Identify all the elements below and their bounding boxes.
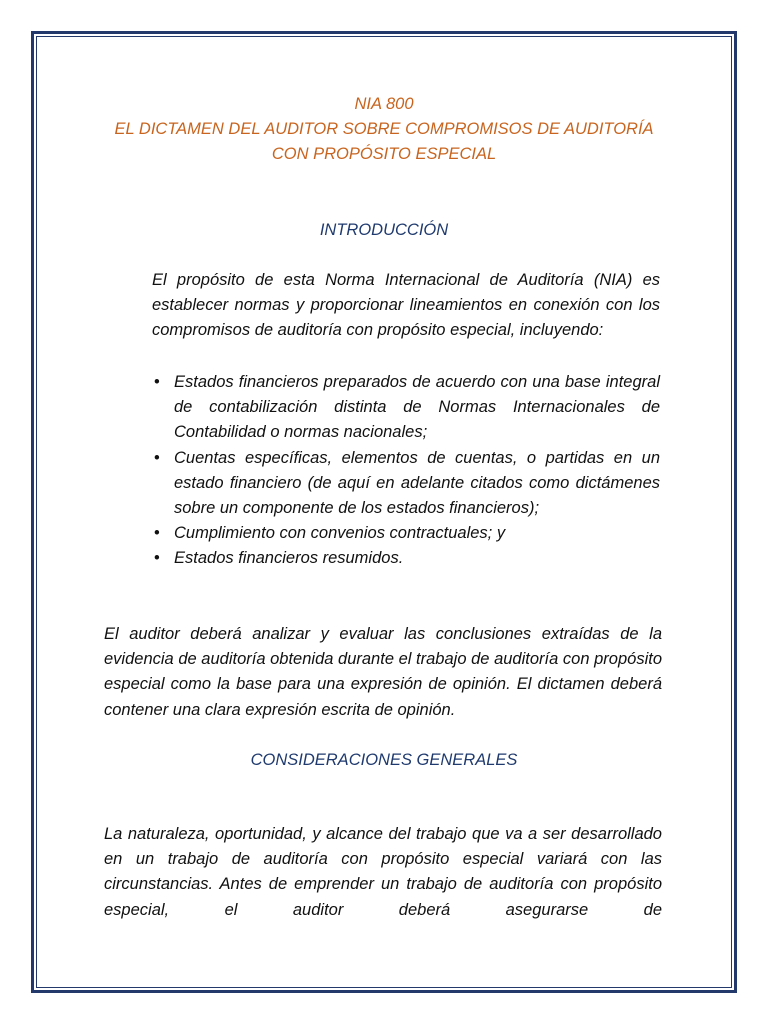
auditor-paragraph: El auditor deberá analizar y evaluar las conclusiones extraídas de la evidencia de auditoría obtenida durante el trabajo de auditoría con propósito especial como la base para una expresión de opinión. El dictamen deberá contener una clara expresión escrita de opinión. [104,625,662,719]
list-item-text: Cumplimiento con convenios contractuales; y [174,524,506,543]
document-title-line-1: NIA 800 [354,95,414,113]
list-item [152,370,660,446]
section-heading-introduccion: INTRODUCCIÓN [319,221,449,239]
bullet-marker: • [154,448,160,467]
section-heading-consideraciones-generales: CONSIDERACIONES GENERALES [250,751,518,769]
list-item [152,446,660,522]
intro-bullet-list [152,370,660,572]
list-item-text: Estados financieros resumidos. [174,549,404,568]
document-title-line-3: CON PROPÓSITO ESPECIAL [271,145,497,163]
bullet-marker: • [154,549,160,568]
list-item-text: Cuentas específicas, elementos de cuentas, o partidas en un estado financiero (de aquí en adelante citados como dictámenes sobre un componente de los estados financieros); [174,448,660,518]
bullet-marker: • [154,524,160,543]
list-item [152,521,660,546]
general-paragraph: La naturaleza, oportunidad, y alcance del trabajo que va a ser desarrollado en un trabajo de auditoría con propósito especial variará con las circunstancias. Antes de emprender un trabajo de auditoría con propósito especial, el auditor deberá asegurarse de [104,825,662,919]
intro-paragraph: El propósito de esta Norma Internacional de Auditoría (NIA) es establecer normas y proporcionar lineamientos en conexión con los compromisos de auditoría con propósito especial, incluyendo: [152,271,660,340]
list-item [152,546,660,571]
document-title-line-2: EL DICTAMEN DEL AUDITOR SOBRE COMPROMISOS DE AUDITORÍA [114,120,654,138]
bullet-marker: • [154,373,160,391]
list-item-text: Estados financieros preparados de acuerdo con una base integral de contabilización distinta de Normas Internacionales de Contabilidad o normas nacionales; [174,373,660,442]
